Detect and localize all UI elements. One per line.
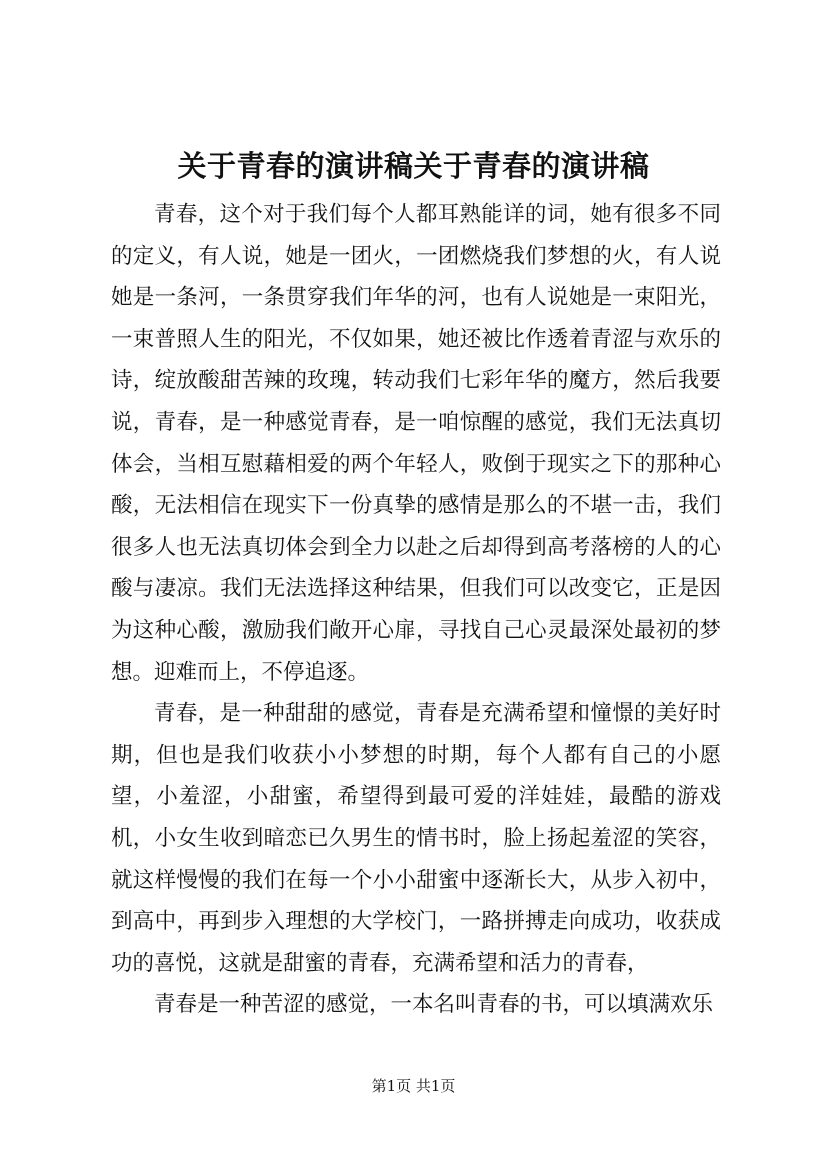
paragraph-2: 青春，是一种甜甜的感觉，青春是充满希望和憧憬的美好时期，但也是我们收获小小梦想的时期，每个人都有自己的小愿望，小羞涩，小甜蜜，希望得到最可爱的洋娃娃，最酷的游戏机，小女生收到暗恋已久男生的情书时，脸上扬起羞涩的笑容，就这样慢慢的我们在每一个小小甜蜜中逐渐长大，从步入初中，到高中，再到步入理想的大学校门，一路拼搏走向成功，收获成功的喜悦，这就是甜蜜的青春，充满希望和活力的青春， (111, 701, 721, 976)
document-body (111, 194, 721, 1026)
paragraph-3: 青春是一种苦涩的感觉，一本名叫青春的书，可以填满欢乐 (154, 992, 714, 1018)
page-footer: 第1页 共1页 (371, 1077, 456, 1095)
document-title: 关于青春的演讲稿关于青春的演讲稿 (177, 149, 650, 183)
paragraph-1: 青春，这个对于我们每个人都耳熟能详的词，她有很多不同的定义，有人说，她是一团火，一团燃烧我们梦想的火，有人说她是一条河，一条贯穿我们年华的河，也有人说她是一束阳光，一束普照人生的阳光，不仅如果，她还被比作透着青涩与欢乐的诗，绽放酸甜苦辣的玫瑰，转动我们七彩年华的魔方，然后我要说，青春，是一种感觉青春，是一咱惊醒的感觉，我们无法真切体会，当相互慰藉相爱的两个年轻人，败倒于现实之下的那种心酸，无法相信在现实下一份真挚的感情是那么的不堪一击，我们很多人也无法真切体会到全力以赴之后却得到高考落榜的人的心酸与凄凉。我们无法选择这种结果，但我们可以改变它，正是因为这种心酸，激励我们敞开心扉，寻找自己心灵最深处最初的梦想。迎难而上，不停追逐。 (111, 202, 721, 685)
